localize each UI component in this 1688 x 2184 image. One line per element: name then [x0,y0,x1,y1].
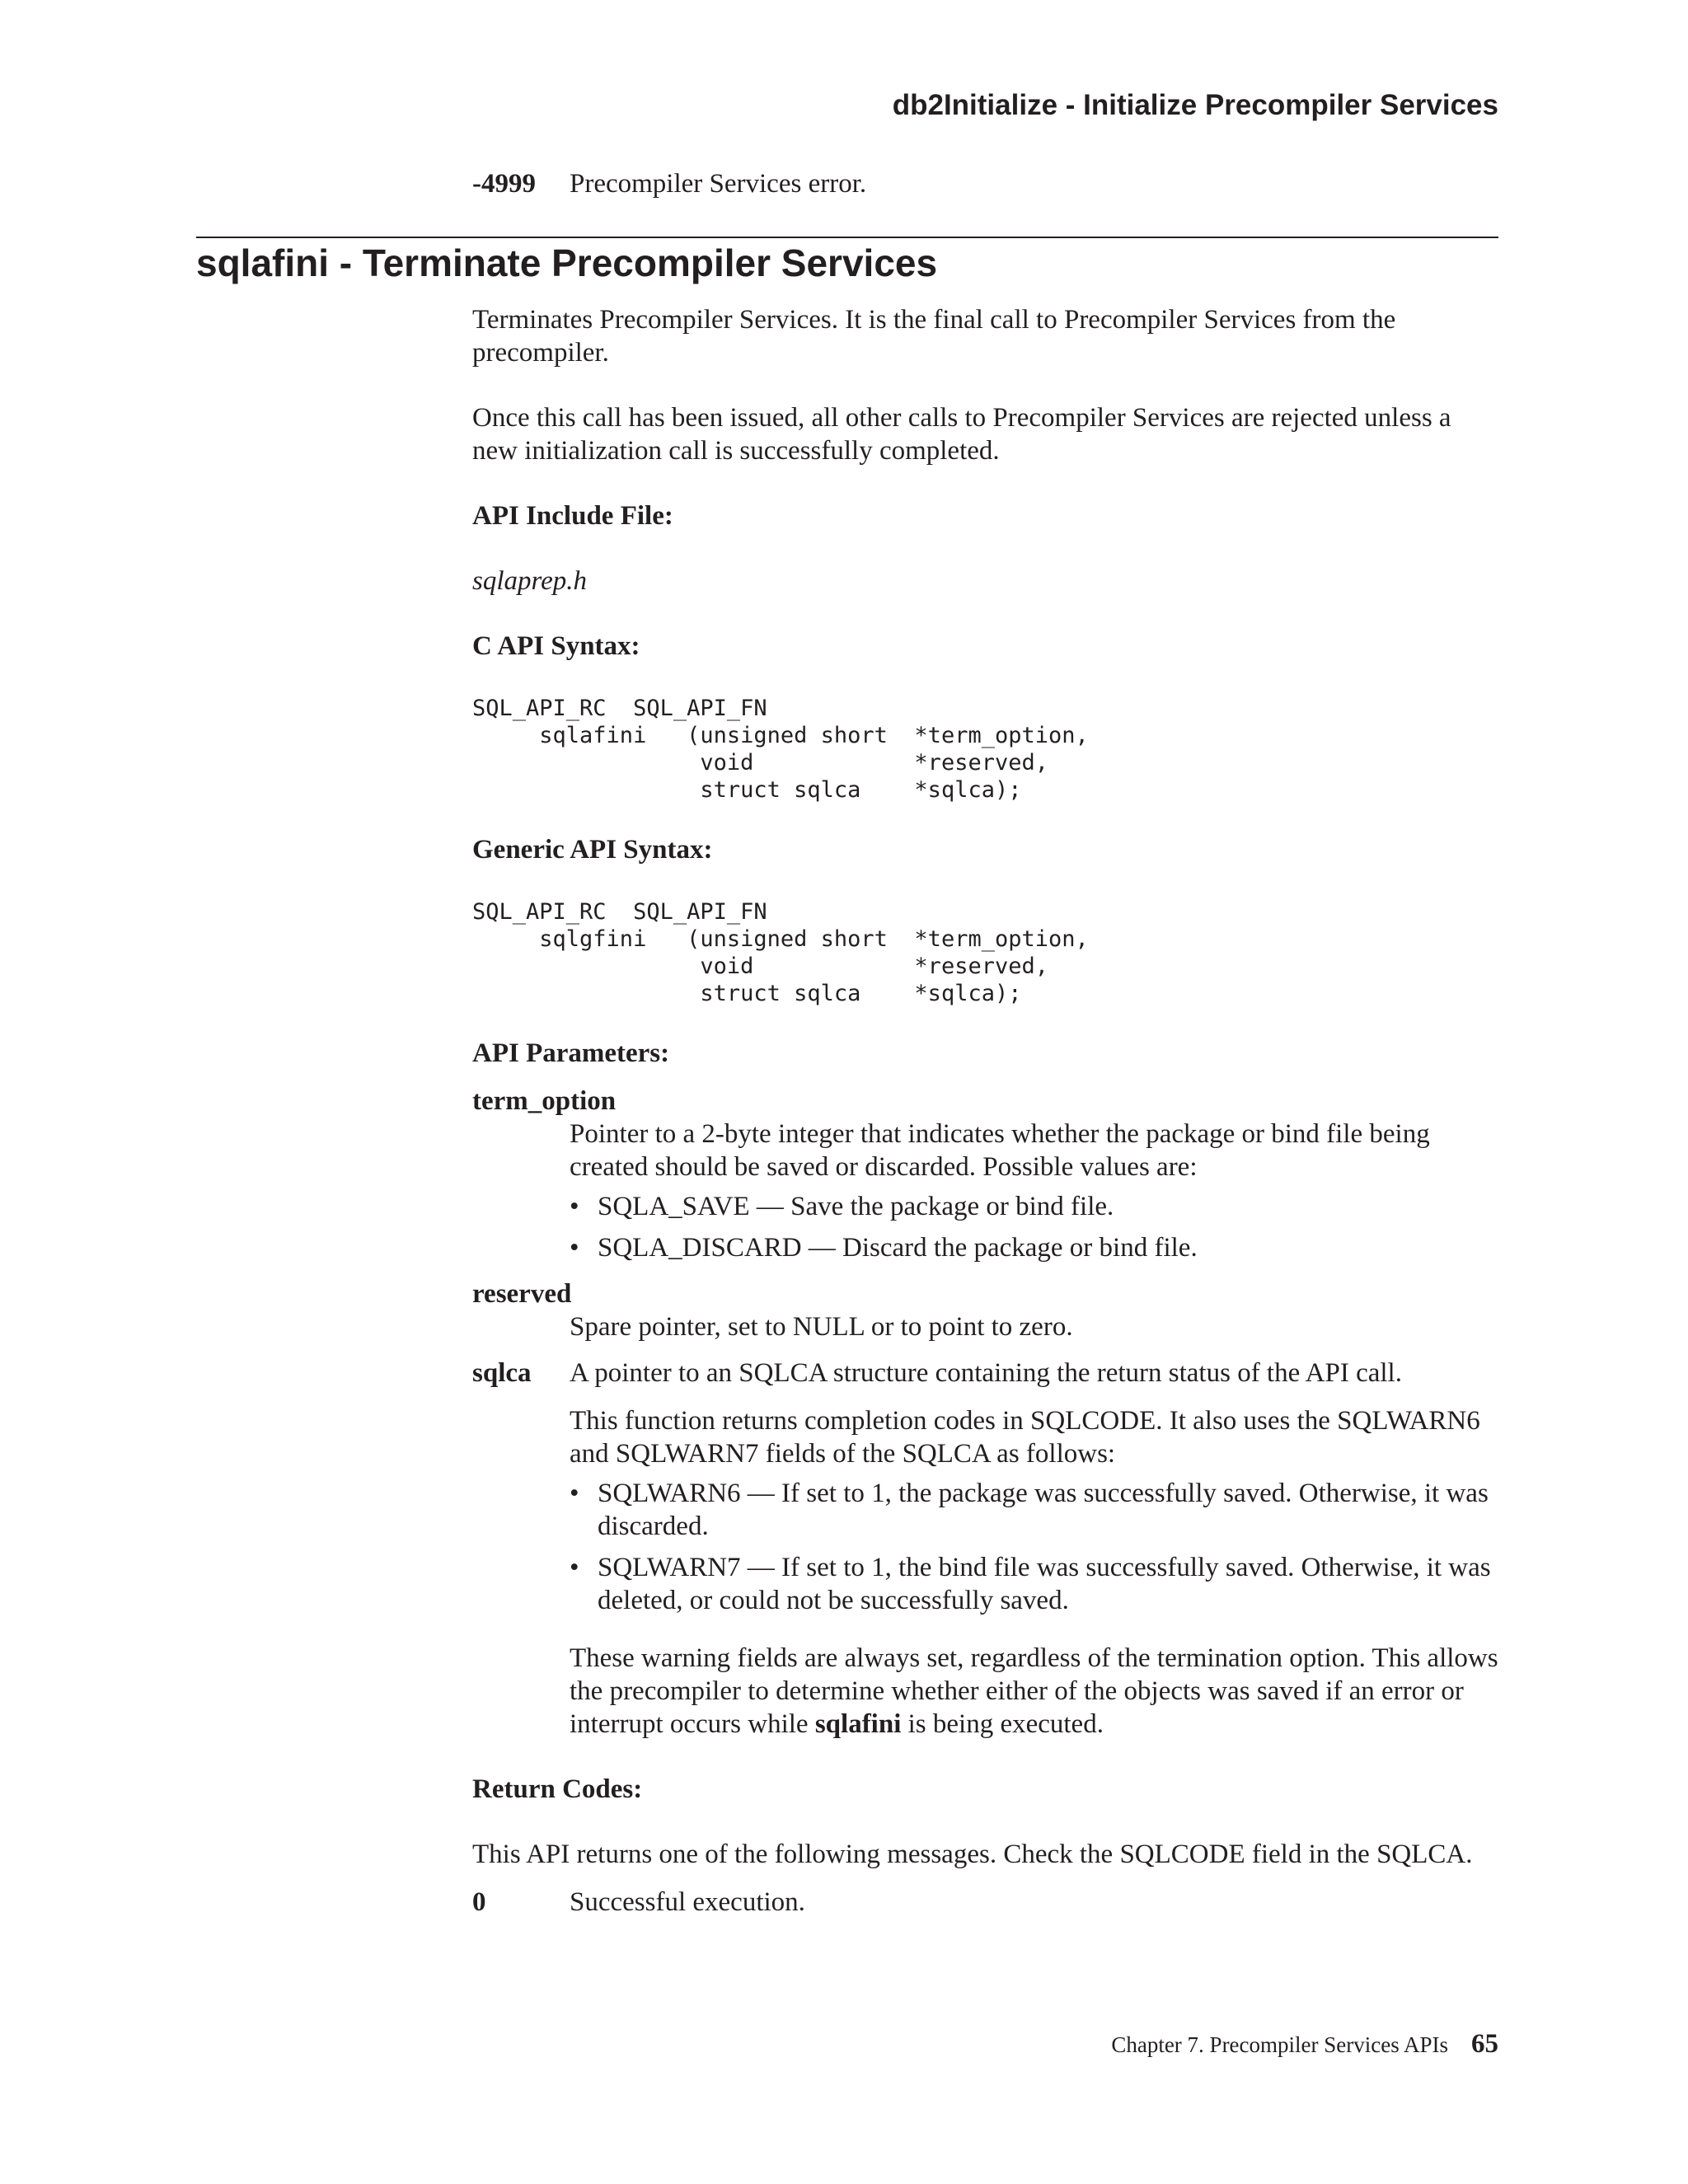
warning-note: These warning fields are always set, regardless of the termination option. This allows the precompiler to determine whether either of the objects was saved if an error or interrupt occurs while sqlafini is being executed. [570,1643,1498,1739]
param-name: term_option [472,1086,617,1116]
intro-paragraph: Once this call has been issued, all other calls to Precompiler Services are rejected unless a new initialization call is successfully completed. [472,403,1451,466]
page-number: 65 [1471,2029,1498,2059]
param-sqlca [472,1357,1498,1741]
param-name: sqlca [472,1358,532,1388]
list-item: • SQLA_DISCARD — Discard the package or bind file. [570,1233,1198,1263]
include-file-name: sqlaprep.h [472,566,588,596]
generic-syntax-code: SQL_API_RC SQL_API_FN sqlgfini (unsigned short *term_option, void *reserved, struct sqlca *sqlca); [472,899,1089,1006]
list-item: • SQLWARN6 — If set to 1, the package was successfully saved. Otherwise, it was discarded. [570,1479,1489,1541]
api-name-emphasis: sqlafini [814,1709,902,1739]
param-reserved [472,1277,1498,1343]
section-title: sqlafini - Terminate Precompiler Services [196,241,938,284]
generic-syntax-heading: Generic API Syntax: [472,835,713,865]
bullet-icon: • [570,1233,579,1263]
c-syntax-heading: C API Syntax: [472,631,640,661]
param-term-option [472,1085,1498,1264]
param-description [570,1118,1498,1264]
bullet-icon: • [570,1553,579,1582]
include-file-heading: API Include File: [472,501,673,531]
section-divider [196,237,1498,238]
previous-return-code [472,169,866,199]
list-item: • SQLWARN7 — If set to 1, the bind file was successfully saved. Otherwise, it was deleted, or could not be successfully saved. [570,1553,1491,1615]
param-desc-text: This function returns completion codes in SQLCODE. It also uses the SQLWARN6 and SQLWARN7 fields of the SQLCA as follows: [570,1406,1480,1469]
chapter-title: Chapter 7. Precompiler Services APIs [1111,2032,1448,2057]
sqlca-warning-list [570,1477,1498,1617]
bullet-icon: • [570,1192,579,1221]
page-footer [1111,2029,1498,2060]
section-content [472,303,1498,1919]
intro-paragraph: Terminates Precompiler Services. It is the final call to Precompiler Services from the precompiler. [472,305,1396,368]
return-code-text: Precompiler Services error. [570,169,867,199]
param-desc-text: A pointer to an SQLCA structure containing the return status of the API call. [570,1358,1402,1388]
term-option-values [570,1190,1498,1264]
return-code-text: Successful execution. [570,1887,805,1917]
param-name: reserved [472,1279,572,1309]
list-item: • SQLA_SAVE — Save the package or bind file. [570,1192,1114,1221]
parameters-heading: API Parameters: [472,1038,670,1068]
return-code-value: 0 [472,1887,486,1917]
return-code-value: -4999 [472,169,536,199]
param-description [570,1357,1498,1741]
bullet-icon: • [570,1479,579,1508]
return-codes-intro: This API returns one of the following messages. Check the SQLCODE field in the SQLCA. [472,1840,1473,1869]
return-code-row [472,1886,1498,1919]
param-description: Spare pointer, set to NULL or to point to zero. [570,1312,1073,1342]
c-syntax-code: SQL_API_RC SQL_API_FN sqlafini (unsigned short *term_option, void *reserved, struct sqlca *sqlca); [472,696,1089,803]
running-header: db2Initialize - Initialize Precompiler Services [892,89,1498,121]
param-desc-text: Pointer to a 2-byte integer that indicates whether the package or bind file being created should be saved or discarded. Possible values are: [570,1119,1430,1182]
return-codes-heading: Return Codes: [472,1774,643,1804]
